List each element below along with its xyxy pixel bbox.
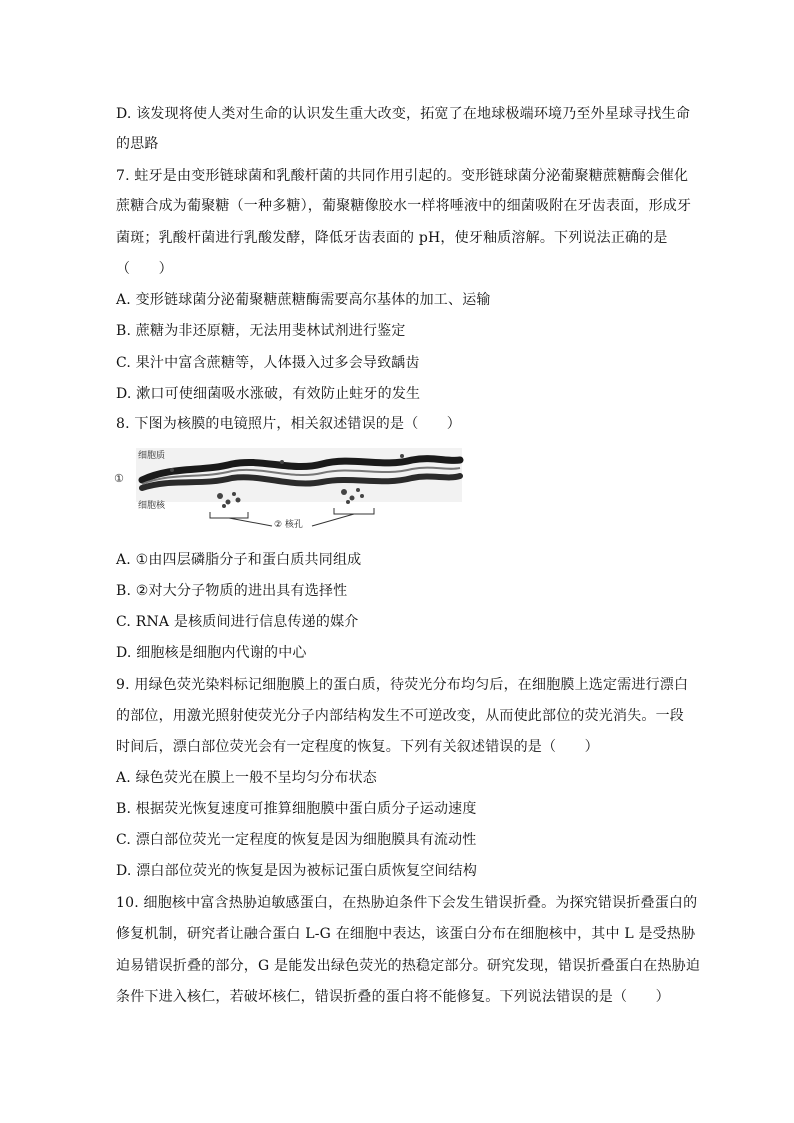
nuclear-envelope-micrograph [112,442,464,534]
option-a: A. 绿色荧光在膜上一般不呈均匀分布状态 [116,770,378,786]
text-line: 菌斑；乳酸杆菌进行乳酸发酵，降低牙齿表面的 pH，使牙釉质溶解。下列说法正确的是 [116,230,668,246]
option-a: A. ①由四层磷脂分子和蛋白质共同组成 [116,552,362,568]
option-c: C. 漂白部位荧光一定程度的恢复是因为细胞膜具有流动性 [116,832,477,848]
option-d: D. 漂白部位荧光的恢复是因为被标记蛋白质恢复空间结构 [116,863,478,879]
label-nuclear-pore: ② 核孔 [274,520,303,530]
option-b: B. 根据荧光恢复速度可推算细胞膜中蛋白质分子运动速度 [116,801,477,817]
text-line: 迫易错误折叠的部分，G 是能发出绿色荧光的热稳定部分。研究发现，错误折叠蛋白在热胁迫 [116,958,701,974]
text-line: 的部位，用激光照射使荧光分子内部结构发生不可逆改变，从而使此部位的荧光消失。一段 [116,708,684,724]
question-7-stem: 7. 蛀牙是由变形链球菌和乳酸杆菌的共同作用引起的。变形链球菌分泌葡聚糖蔗糖酶会催化 [116,168,689,184]
text-line: 蔗糖合成为葡聚糖（一种多糖），葡聚糖像胶水一样将唾液中的细菌吸附在牙齿表面，形成牙 [116,198,692,214]
option-b: B. 蔗糖为非还原糖，无法用斐林试剂进行鉴定 [116,323,406,339]
option-d: D. 漱口可使细菌吸水涨破，有效防止蛀牙的发生 [116,386,421,402]
option-c: C. RNA 是核质间进行信息传递的媒介 [116,614,359,630]
option-b: B. ②对大分子物质的进出具有选择性 [116,583,348,599]
text-line: 修复机制，研究者让融合蛋白 L-G 在细胞中表达，该蛋白分布在细胞核中，其中 L 是受热胁 [116,926,696,942]
question-9-stem: 9. 用绿色荧光染料标记细胞膜上的蛋白质，待荧光分布均匀后，在细胞膜上选定需进行漂白 [116,677,689,693]
option-c: C. 果汁中富含蔗糖等，人体摄入过多会导致龋齿 [116,355,420,371]
label-membrane-1: ① [114,472,124,485]
text-line: D. 该发现将使人类对生命的认识发生重大改变，拓宽了在地球极端环境乃至外星球寻找生命 [116,106,691,122]
answer-bracket: （ ） [116,261,173,277]
text-line: 条件下进入核仁，若破坏核仁，错误折叠的蛋白将不能修复。下列说法错误的是（ ） [116,989,670,1005]
text-line: 时间后，漂白部位荧光会有一定程度的恢复。下列有关叙述错误的是（ ） [116,739,599,755]
label-cytoplasm: 细胞质 [138,451,166,461]
option-d: D. 细胞核是细胞内代谢的中心 [116,645,307,661]
label-nucleus: 细胞核 [138,501,166,511]
question-10-stem: 10. 细胞核中富含热胁迫敏感蛋白，在热胁迫条件下会发生错误折叠。为探究错误折叠蛋白的 [116,895,698,911]
question-8-stem: 8. 下图为核膜的电镜照片，相关叙述错误的是（ ） [116,416,462,432]
text-line: 的思路 [116,136,159,152]
option-a: A. 变形链球菌分泌葡聚糖蔗糖酶需要高尔基体的加工、运输 [116,292,491,308]
